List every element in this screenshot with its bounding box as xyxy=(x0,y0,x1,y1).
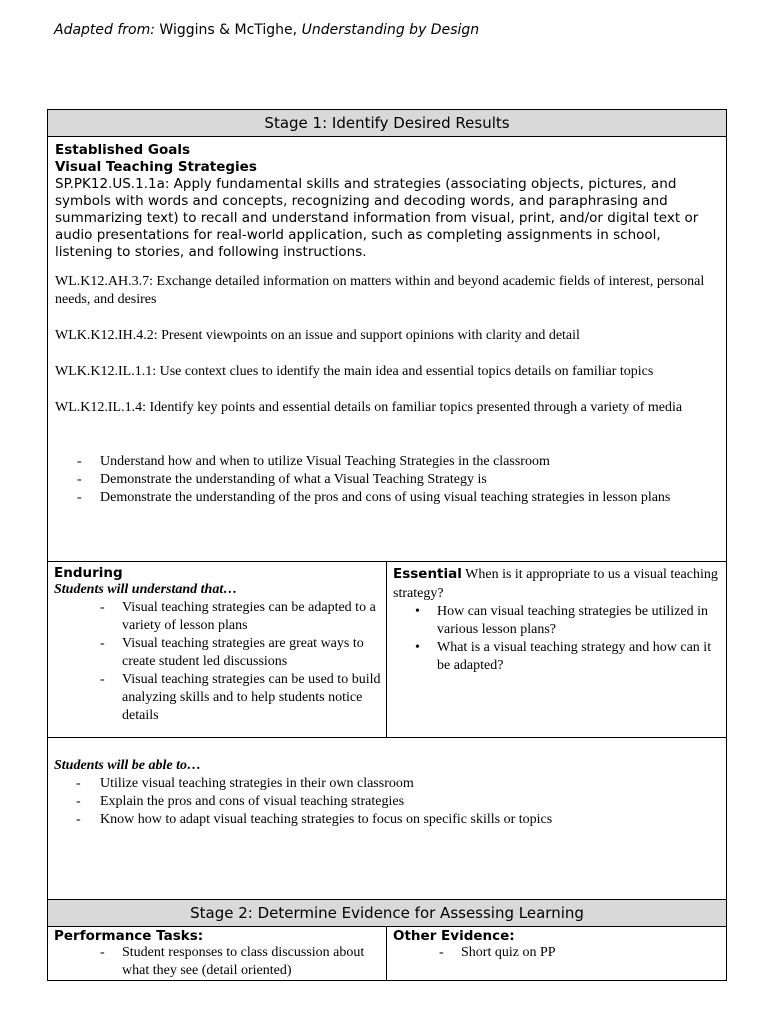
stage2-title: Stage 2: Determine Evidence for Assessing Learning xyxy=(48,900,727,927)
attribution-book: Understanding by Design xyxy=(301,22,480,38)
performance-cell xyxy=(48,927,387,981)
standard-4: WL.K12.IL.1.4: Identify key points and essential details on familiar topics presented through a variety of media xyxy=(55,400,683,415)
other-evidence-cell xyxy=(387,927,727,981)
standard-1: WL.K12.AH.3.7: Exchange detailed information on matters within and beyond academic fields of interest, personal needs, and desires xyxy=(55,274,705,307)
essential-intro: When is it appropriate to us a visual teaching strategy? xyxy=(393,567,718,601)
stage1-table xyxy=(47,109,727,981)
essential-cell xyxy=(387,562,727,738)
list-item: - Explain the pros and cons of visual teaching strategies xyxy=(54,793,726,811)
list-item: - Short quiz on PP xyxy=(393,944,720,962)
able-cell xyxy=(48,738,727,900)
list-item: - Demonstrate the understanding of what a Visual Teaching Strategy is xyxy=(55,471,719,489)
list-item: - Utilize visual teaching strategies in their own classroom xyxy=(54,775,726,793)
list-item: - Visual teaching strategies are great ways to create student led discussions xyxy=(54,635,386,671)
list-item: - Student responses to class discussion about what they see (detail oriented) xyxy=(54,944,386,980)
goals-heading: Established Goals xyxy=(55,142,191,158)
enduring-list xyxy=(54,599,386,725)
performance-list xyxy=(54,944,386,980)
able-list xyxy=(54,775,726,829)
stage1-title: Stage 1: Identify Desired Results xyxy=(48,110,727,137)
performance-heading: Performance Tasks: xyxy=(54,928,204,944)
list-item: • How can visual teaching strategies be utilized in various lesson plans? xyxy=(393,603,720,639)
list-item: - Understand how and when to utilize Visual Teaching Strategies in the classroom xyxy=(55,453,719,471)
list-item: - Demonstrate the understanding of the pros and cons of using visual teaching strategies in lesson plans xyxy=(55,489,719,507)
other-evidence-heading: Other Evidence: xyxy=(393,928,515,944)
essential-heading: Essential xyxy=(393,566,462,582)
attribution-line xyxy=(54,22,479,38)
other-evidence-list xyxy=(393,944,720,962)
attribution-prefix: Adapted from: xyxy=(54,22,155,38)
list-item: - Visual teaching strategies can be used to build analyzing skills and to help students notice details xyxy=(54,671,386,725)
sp-standard: SP.PK12.US.1.1a: Apply fundamental skills and strategies (associating objects, pictures, and symbols with words and concepts, recognizing and decoding words, and paraphrasing and summarizing text) to recall and understand information from visual, print, and/or digital text or audio presentations for real-world application, such as completing assignments in school, listening to stories, and following instructions. xyxy=(55,176,699,260)
list-item: • What is a visual teaching strategy and how can it be adapted? xyxy=(393,639,720,675)
standard-2: WLK.K12.IH.4.2: Present viewpoints on an issue and support opinions with clarity and detail xyxy=(55,328,580,343)
attribution-authors: Wiggins & McTighe, xyxy=(154,22,302,38)
enduring-cell xyxy=(48,562,387,738)
goals-subheading: Visual Teaching Strategies xyxy=(55,159,257,175)
able-heading: Students will be able to… xyxy=(54,758,202,773)
enduring-heading: Enduring xyxy=(54,565,123,581)
list-item: - Know how to adapt visual teaching strategies to focus on specific skills or topics xyxy=(54,811,726,829)
objectives-list xyxy=(55,453,719,507)
essential-list xyxy=(393,603,720,675)
enduring-subheading: Students will understand that… xyxy=(54,582,238,597)
standard-3: WLK.K12.IL.1.1: Use context clues to identify the main idea and essential topics details on familiar topics xyxy=(55,364,654,379)
list-item: - Visual teaching strategies can be adapted to a variety of lesson plans xyxy=(54,599,386,635)
established-goals-cell xyxy=(48,137,727,562)
